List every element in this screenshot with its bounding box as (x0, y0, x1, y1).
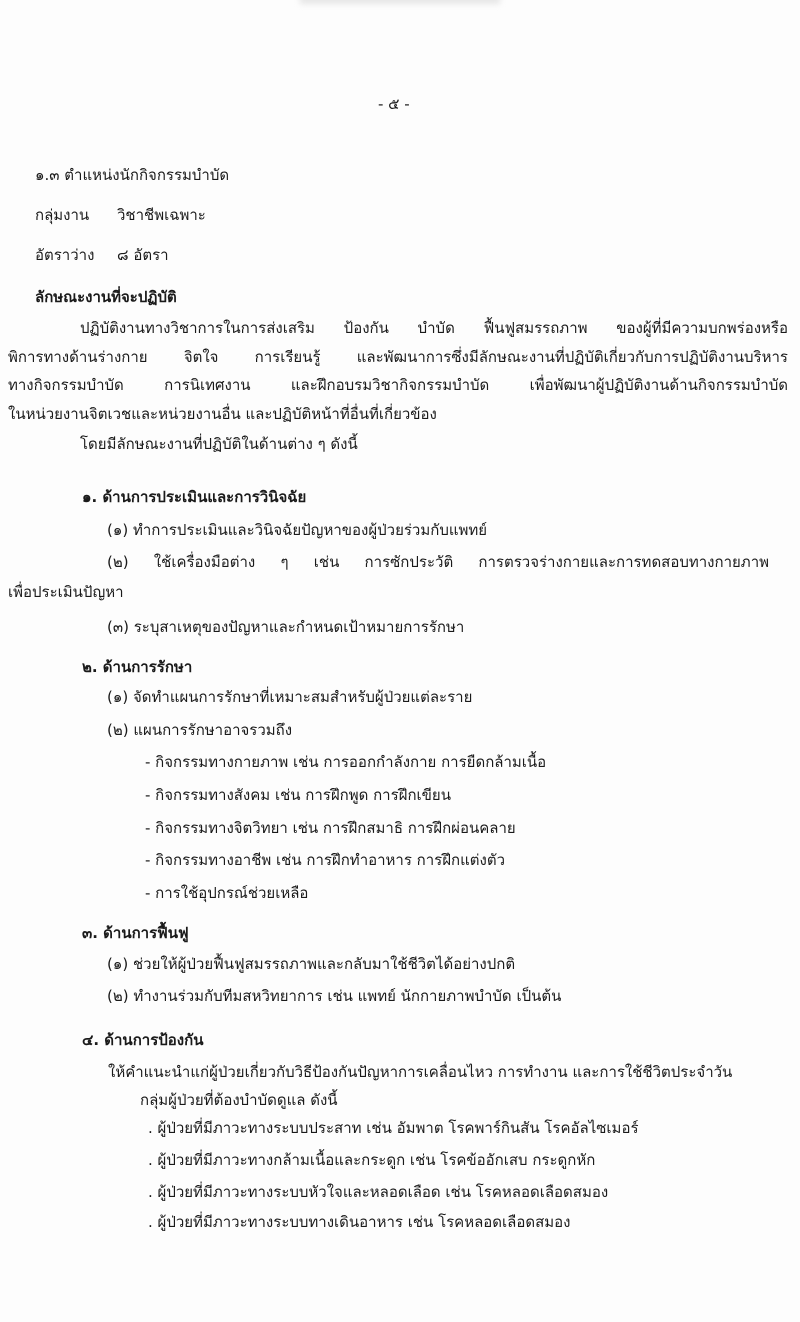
section-title: ๓. ด้านการฟื้นฟู (82, 924, 189, 942)
areas-intro: โดยมีลักษณะงานที่ปฏิบัติในด้านต่าง ๆ ดังนี้ (80, 435, 358, 453)
intro-paragraph-line: ปฏิบัติงานทางวิชาการในการส่งเสริม ป้องกัน บำบัด ฟื้นฟูสมรรถภาพ ของผู้ที่มีความบกพร่องหรือ (80, 319, 788, 337)
section-item-continuation: เพื่อประเมินปัญหา (8, 583, 124, 601)
sub-item: - กิจกรรมทางกายภาพ เช่น การออกกำลังกาย การยืดกล้ามเนื้อ (145, 753, 547, 771)
section-item: (๓) ระบุสาเหตุของปัญหาและกำหนดเป้าหมายการรักษา (107, 618, 465, 636)
sub-item: . ผู้ป่วยที่มีภาวะทางระบบทางเดินอาหาร เช่น โรคหลอดเลือดสมอง (148, 1213, 571, 1231)
section-item: ให้คำแนะนำแก่ผู้ป่วยเกี่ยวกับวิธีป้องกันปัญหาการเคลื่อนไหว การทำงาน และการใช้ชีวิตประจำวัน (108, 1063, 733, 1081)
sub-item: . ผู้ป่วยที่มีภาวะทางระบบประสาท เช่น อัมพาต โรคพาร์กินสัน โรคอัลไซเมอร์ (148, 1119, 639, 1137)
intro-paragraph-line: ในหน่วยงานจิตเวชและหน่วยงานอื่น และปฏิบัติหน้าที่อื่นที่เกี่ยวข้อง (8, 405, 437, 423)
position-heading: ๑.๓ ตำแหน่งนักกิจกรรมบำบัด (35, 166, 230, 184)
section-item: (๑) ทำการประเมินและวินิจฉัยปัญหาของผู้ป่วยร่วมกับแพทย์ (107, 521, 488, 539)
section-item: (๒) ทำงานร่วมกับทีมสหวิทยาการ เช่น แพทย์ นักกายภาพบำบัด เป็นต้น (107, 987, 562, 1005)
section-title: ๑. ด้านการประเมินและการวินิจฉัย (82, 488, 307, 506)
intro-paragraph-line: พิการทางด้านร่างกาย จิตใจ การเรียนรู้ และพัฒนาการซึ่งมีลักษณะงานที่ปฏิบัติเกี่ยวกับการปฏิบัติงานบริหาร (8, 348, 788, 366)
duties-heading: ลักษณะงานที่จะปฏิบัติ (35, 288, 177, 306)
sub-item: - กิจกรรมทางจิตวิทยา เช่น การฝึกสมาธิ การฝึกผ่อนคลาย (145, 819, 516, 837)
work-group-value: วิชาชีพเฉพาะ (117, 206, 206, 224)
section-item: (๑) ช่วยให้ผู้ป่วยฟื้นฟูสมรรถภาพและกลับมาใช้ชีวิตได้อย่างปกติ (107, 955, 516, 973)
section-item: (๑) จัดทำแผนการรักษาที่เหมาะสมสำหรับผู้ป่วยแต่ละราย (107, 688, 473, 706)
section-title: ๔. ด้านการป้องกัน (82, 1031, 204, 1049)
vacancies-value: ๘ อัตรา (117, 246, 169, 264)
sub-item: - กิจกรรมทางสังคม เช่น การฝึกพูด การฝึกเขียน (145, 786, 451, 804)
work-group-label: กลุ่มงาน (35, 206, 90, 224)
section-title: ๒. ด้านการรักษา (82, 658, 193, 676)
section-item: (๒) แผนการรักษาอาจรวมถึง (107, 721, 293, 739)
sub-item: . ผู้ป่วยที่มีภาวะทางระบบหัวใจและหลอดเลือด เช่น โรคหลอดเลือดสมอง (148, 1183, 609, 1201)
sub-item: . ผู้ป่วยที่มีภาวะทางกล้ามเนื้อและกระดูก เช่น โรคข้ออักเสบ กระดูกหัก (148, 1151, 596, 1169)
sub-item: - การใช้อุปกรณ์ช่วยเหลือ (145, 884, 309, 902)
scan-artifact (300, 0, 500, 4)
intro-paragraph-line: ทางกิจกรรมบำบัด การนิเทศงาน และฝึกอบรมวิชากิจกรรมบำบัด เพื่อพัฒนาผู้ปฏิบัติงานด้านกิจกรรมบำบัด (8, 376, 788, 394)
vacancies-label: อัตราว่าง (35, 246, 95, 264)
page-number: - ๕ - (378, 95, 410, 113)
sub-item: - กิจกรรมทางอาชีพ เช่น การฝึกทำอาหาร การฝึกแต่งตัว (145, 851, 506, 869)
section-item: กลุ่มผู้ป่วยที่ต้องบำบัดดูแล ดังนี้ (140, 1091, 338, 1109)
section-item: (๒) ใช้เครื่องมือต่าง ๆ เช่น การซักประวัติ การตรวจร่างกายและการทดสอบทางกายภาพ (107, 553, 769, 571)
